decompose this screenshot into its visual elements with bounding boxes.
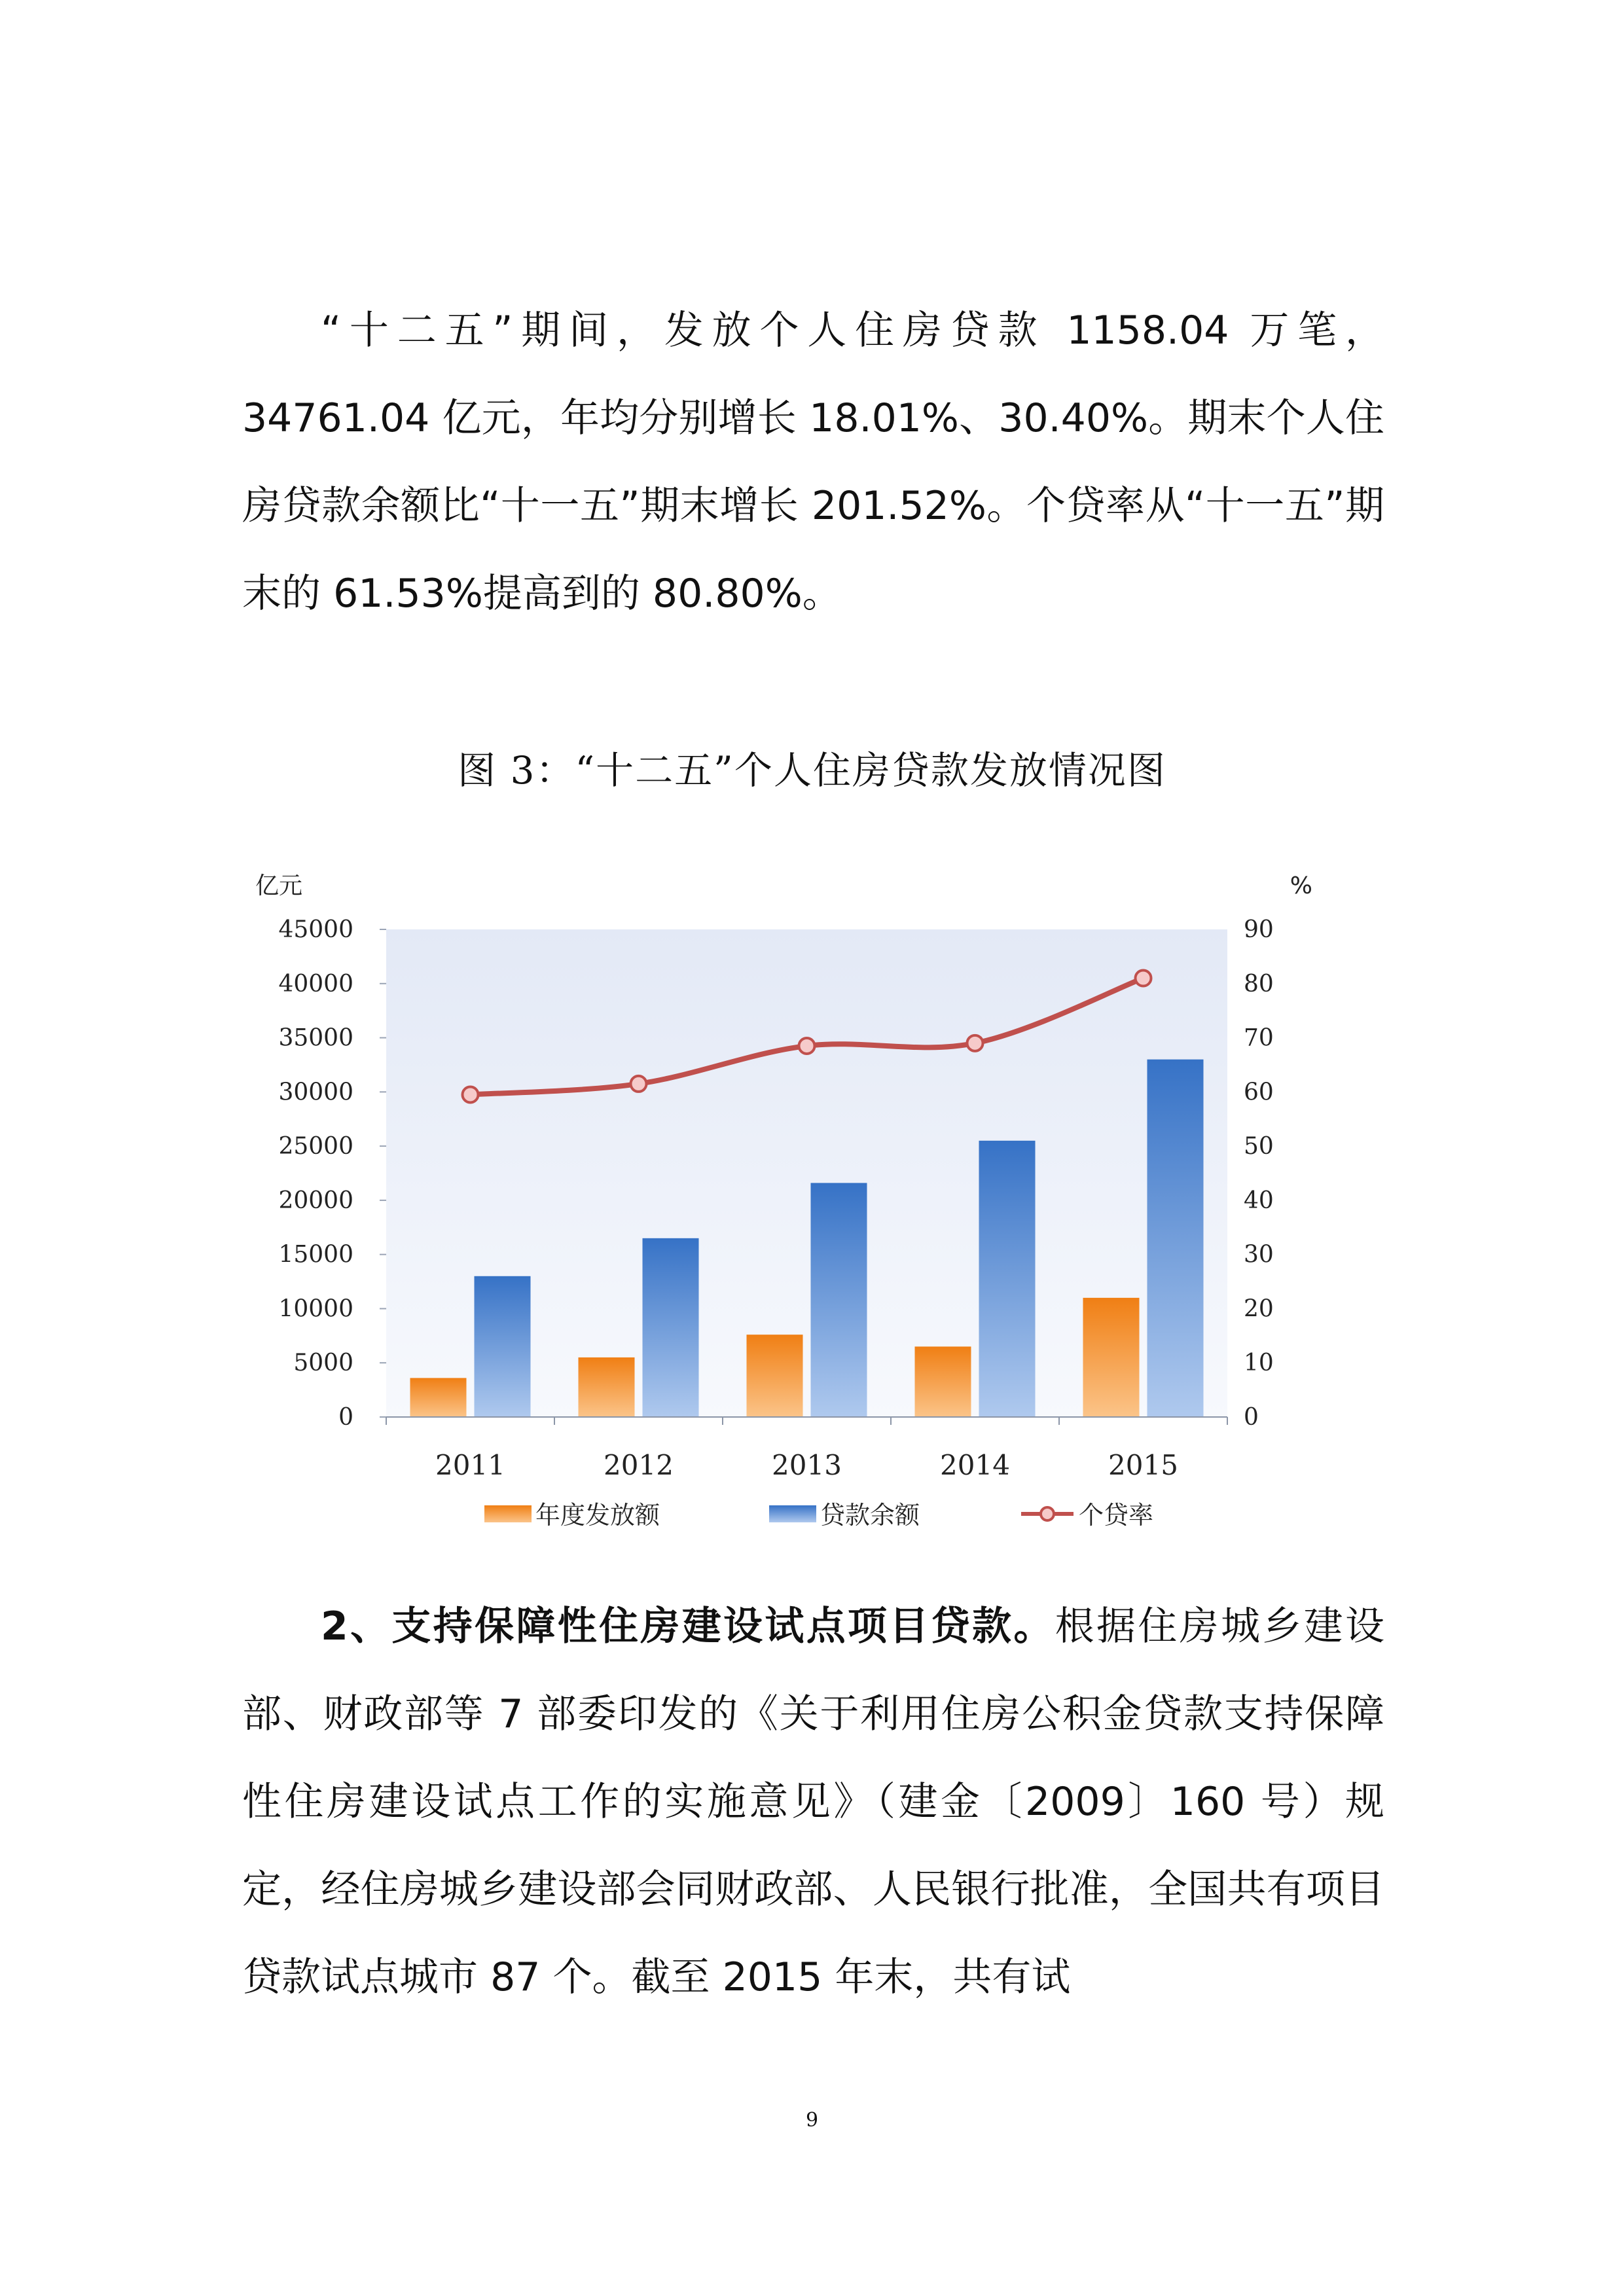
left-axis-tick: 25000 bbox=[278, 1133, 353, 1160]
paragraph-summary-text: “十二五”期间，发放个人住房贷款 1158.04 万笔，34761.04 亿元，年均分别增长 18.01%、30.40%。期末个人住房贷款余额比“十一五”期末增长 201.52%。个贷率从“十一五”期末的 61.53%提高到的 80.80%。 bbox=[242, 308, 1384, 617]
page-number: 9 bbox=[805, 2109, 819, 2132]
right-axis-tick: 80 bbox=[1244, 970, 1274, 997]
bar-loan-balance bbox=[475, 1276, 531, 1417]
legend-loan-balance-label: 贷款余额 bbox=[820, 1501, 920, 1530]
legend bbox=[484, 1501, 1153, 1530]
bar-annual-issuance bbox=[410, 1378, 467, 1417]
bar-annual-issuance bbox=[1083, 1298, 1140, 1417]
x-axis-tick: 2015 bbox=[1108, 1449, 1178, 1481]
line-point-loan-ratio bbox=[799, 1038, 815, 1054]
x-axis-tick: 2014 bbox=[940, 1449, 1010, 1481]
left-axis-tick: 35000 bbox=[278, 1024, 353, 1052]
line-point-loan-ratio bbox=[967, 1035, 983, 1051]
figure-title: 图 3：“十二五”个人住房贷款发放情况图 bbox=[458, 748, 1166, 793]
bar-loan-balance bbox=[1147, 1060, 1204, 1417]
right-axis-tick: 0 bbox=[1244, 1404, 1259, 1431]
paragraph-lead: 2、支持保障性住房建设试点项目贷款。 bbox=[321, 1604, 1055, 1649]
left-axis-tick: 30000 bbox=[278, 1079, 353, 1106]
bar-loan-balance bbox=[643, 1238, 699, 1417]
legend-loan-ratio-marker bbox=[1041, 1507, 1054, 1520]
legend-annual-issuance-label: 年度发放额 bbox=[535, 1501, 660, 1530]
left-axis-tick: 45000 bbox=[278, 916, 353, 943]
left-axis-tick: 10000 bbox=[278, 1295, 353, 1323]
paragraph-project-loans-text bbox=[242, 1583, 1384, 2021]
x-axis-tick: 2011 bbox=[435, 1449, 505, 1481]
x-axis-tick: 2012 bbox=[604, 1449, 674, 1481]
bar-loan-balance bbox=[811, 1183, 867, 1417]
left-axis-tick: 5000 bbox=[293, 1350, 353, 1377]
right-axis-tick: 20 bbox=[1244, 1295, 1274, 1323]
bar-annual-issuance bbox=[579, 1357, 635, 1417]
x-axis-tick: 2013 bbox=[772, 1449, 842, 1481]
paragraph-summary bbox=[242, 287, 1384, 637]
legend-annual-issuance-swatch bbox=[484, 1505, 532, 1522]
right-axis-tick: 60 bbox=[1244, 1079, 1274, 1106]
left-axis-tick: 40000 bbox=[278, 970, 353, 997]
right-axis-tick: 90 bbox=[1244, 916, 1274, 943]
right-axis-tick: 10 bbox=[1244, 1350, 1274, 1377]
right-axis-unit: % bbox=[1290, 872, 1312, 899]
line-point-loan-ratio bbox=[631, 1076, 647, 1092]
legend-loan-balance-swatch bbox=[769, 1505, 816, 1522]
legend-loan-ratio-label: 个贷率 bbox=[1079, 1501, 1154, 1530]
bar-annual-issuance bbox=[747, 1335, 803, 1417]
line-point-loan-ratio bbox=[1136, 971, 1151, 986]
left-axis-unit: 亿元 bbox=[255, 872, 303, 899]
paragraph-project-loans bbox=[242, 1583, 1384, 2021]
loan-chart bbox=[223, 854, 1312, 1561]
bar-loan-balance bbox=[979, 1141, 1036, 1417]
right-axis-tick: 30 bbox=[1244, 1241, 1274, 1268]
right-axis-tick: 40 bbox=[1244, 1187, 1274, 1214]
paragraph-body: 根据住房城乡建设部、财政部等 7 部委印发的《关于利用住房公积金贷款支持保障性住房建设试点工作的实施意见》（建金〔2009〕160 号）规定，经住房城乡建设部会同财政部、人民银行批准，全国共有项目贷款试点城市 87 个。截至 2015 年末，共有试 bbox=[242, 1604, 1384, 2000]
right-axis-tick: 50 bbox=[1244, 1133, 1274, 1160]
bar-annual-issuance bbox=[915, 1346, 971, 1417]
right-axis-tick: 70 bbox=[1244, 1024, 1274, 1052]
left-axis-tick: 20000 bbox=[278, 1187, 353, 1214]
left-axis-tick: 15000 bbox=[278, 1241, 353, 1268]
left-axis-tick: 0 bbox=[338, 1404, 353, 1431]
line-point-loan-ratio bbox=[463, 1086, 478, 1102]
